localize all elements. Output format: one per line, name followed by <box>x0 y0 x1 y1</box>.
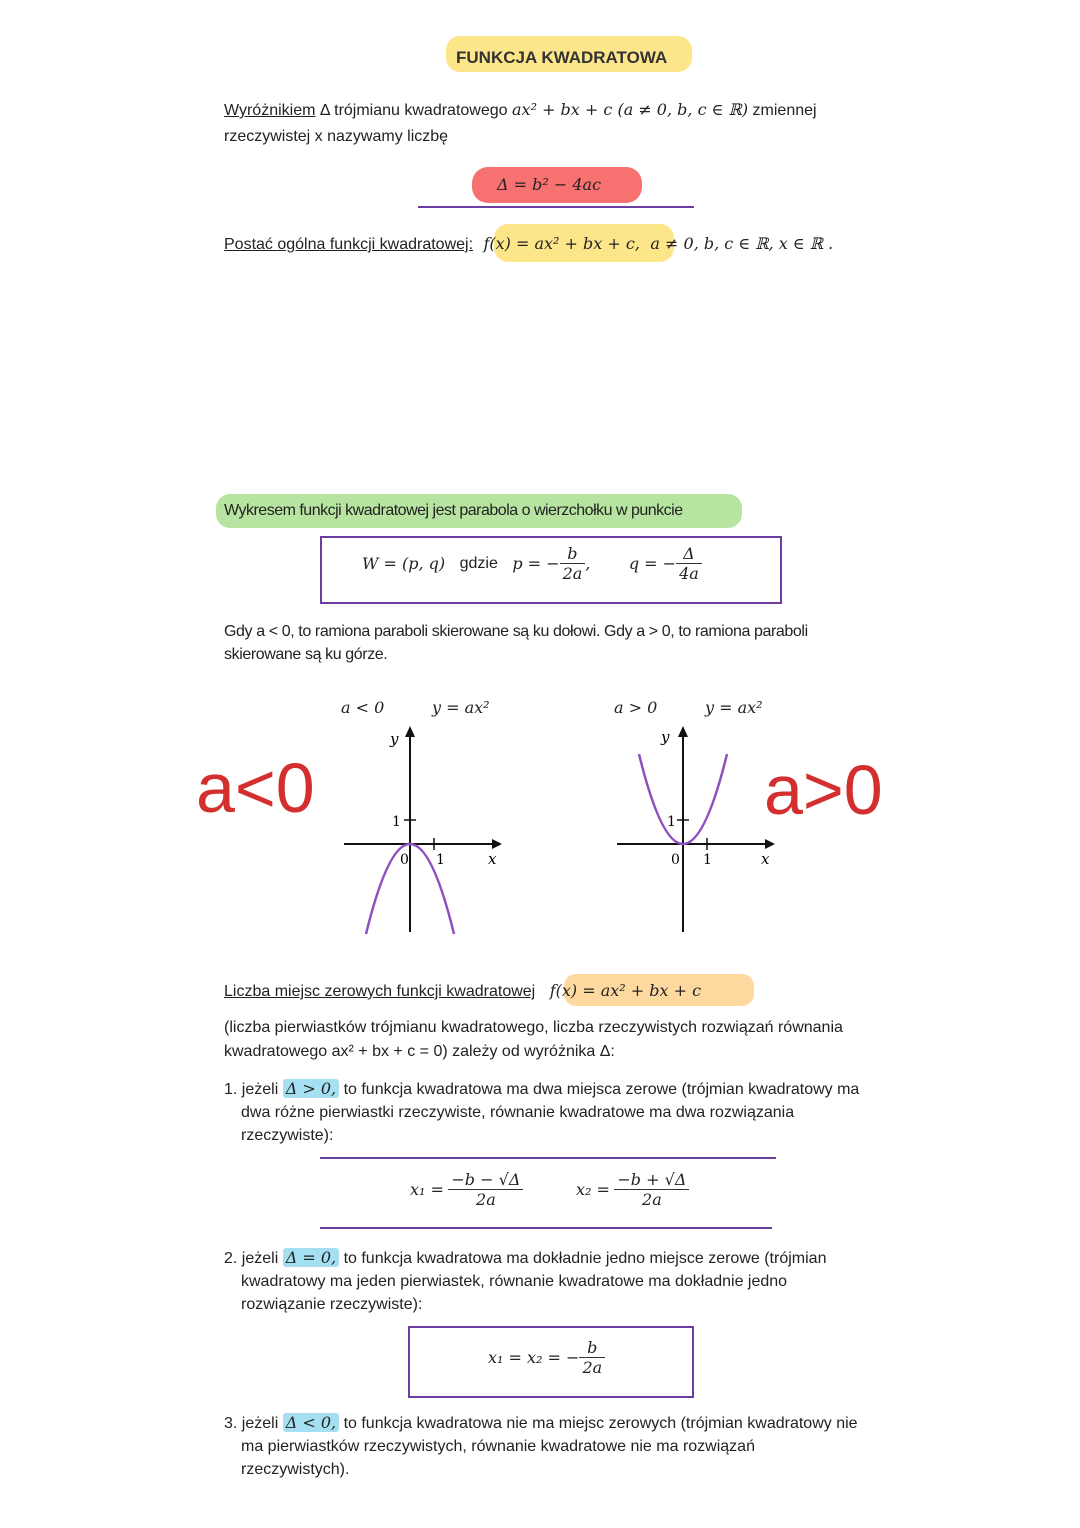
case2-line2: kwadratowy ma jeden pierwiastek, równanie kwadratowe ma dokładnie jedno <box>241 1273 788 1290</box>
direction-text <box>224 620 808 666</box>
case1-line3: rzeczywiste): <box>241 1127 334 1144</box>
vertex-q-lhs: q = − <box>628 554 677 573</box>
case1-prefix: 1. jeżeli <box>224 1081 279 1098</box>
case2-fraction <box>579 1338 605 1377</box>
right-x-label: x <box>761 850 770 868</box>
delta-formula: Δ = b² − 4ac <box>497 175 602 194</box>
case2-lhs: x₁ = x₂ = − <box>488 1348 580 1367</box>
right-one-x: 1 <box>703 852 712 868</box>
right-x-arrow <box>765 839 775 849</box>
case2-cond: Δ = 0, <box>283 1248 339 1267</box>
vertex-gdzie: gdzie <box>459 554 498 572</box>
zeros-formula: f(x) = ax² + bx + c <box>549 981 702 1000</box>
case2-den: 2a <box>582 1358 603 1377</box>
case2-line3: rozwiązanie rzeczywiste): <box>241 1296 423 1313</box>
vertex-formula: W = (p, q) gdzie p = − $\frac{b}{2a}$ , q = − $\frac{\Delta}{4a}$ <box>362 544 702 583</box>
vertex-q-num: Δ <box>676 544 702 564</box>
case3-text <box>224 1411 924 1481</box>
case1-x2-fraction <box>614 1170 689 1209</box>
vertex-q-fraction <box>676 544 702 583</box>
case1-x1-den: 2a <box>476 1190 496 1209</box>
general-form-conditions: a ≠ 0, b, c ∈ ℝ, x ∈ ℝ . <box>650 234 834 253</box>
right-y-arrow <box>678 726 688 737</box>
case2-num: b <box>579 1338 605 1358</box>
right-y-label: y <box>661 728 670 746</box>
vertex-w: W = (p, q) <box>362 554 446 573</box>
left-big-label: a<0 <box>196 749 315 827</box>
case1-x2-num: −b + √Δ <box>614 1170 689 1190</box>
case1-x2-lhs: x₂ = <box>576 1180 610 1199</box>
vertex-intro: Wykresem funkcji kwadratowej jest parabola o wierzchołku w punkcie <box>224 502 683 519</box>
definition-text1: Δ trójmianu kwadratowego <box>319 102 508 119</box>
right-zero: 0 <box>671 852 680 868</box>
definition-term: Wyróżnikiem <box>224 102 316 119</box>
direction-text-line2: skierowane są ku górze. <box>224 646 388 663</box>
vertex-p-fraction <box>560 544 586 583</box>
definition-text2: zmiennej <box>752 102 817 119</box>
delta-underline <box>418 206 694 208</box>
case1-x1-fraction <box>448 1170 523 1209</box>
right-graph-cond: a > 0 <box>614 698 658 717</box>
case1-line2: dwa różne pierwiastki rzeczywiste, równanie kwadratowe ma dwa rozwiązania <box>241 1104 795 1121</box>
direction-text-line1: Gdy a < 0, to ramiona paraboli skierowane są ku dołowi. Gdy a > 0, to ramiona paraboli <box>224 623 808 640</box>
general-form-formula: f(x) = ax² + bx + c, <box>483 234 640 253</box>
left-zero: 0 <box>400 852 409 868</box>
left-one-y: 1 <box>392 814 401 830</box>
case1-text <box>224 1077 924 1147</box>
left-graph <box>330 720 520 940</box>
case3-line3: rzeczywistych). <box>241 1461 350 1478</box>
zeros-paren <box>224 1016 843 1064</box>
zeros-label: Liczba miejsc zerowych funkcji kwadratowej <box>224 983 536 1000</box>
definition-expr: ax² + bx + c (a ≠ 0, b, c ∈ ℝ) <box>512 100 749 119</box>
case1-x2-den: 2a <box>642 1190 662 1209</box>
right-graph <box>605 720 795 940</box>
zeros-paren-line1: (liczba pierwiastków trójmianu kwadratowego, liczba rzeczywistych rozwiązań równania <box>224 1019 843 1036</box>
left-x-label: x <box>488 850 497 868</box>
left-y-label: y <box>390 730 399 748</box>
case1-cond: Δ > 0, <box>283 1079 339 1098</box>
case1-x1-lhs: x₁ = <box>410 1180 444 1199</box>
vertex-p-lhs: p = − <box>512 554 560 573</box>
case3-line2: ma pierwiastków rzeczywistych, równanie kwadratowe nie ma rozwiązań <box>241 1438 755 1455</box>
right-graph-eq: y = ax² <box>705 698 763 717</box>
case3-prefix: 3. jeżeli <box>224 1415 279 1432</box>
case1-line1: to funkcja kwadratowa ma dwa miejsca zerowe (trójmian kwadratowy ma <box>343 1081 860 1098</box>
case2-formula <box>488 1338 605 1377</box>
zeros-heading <box>224 981 701 1001</box>
case1-x1-num: −b − √Δ <box>448 1170 523 1190</box>
left-one-x: 1 <box>436 852 445 868</box>
case3-line1: to funkcja kwadratowa nie ma miejsc zerowych (trójmian kwadratowy nie <box>343 1415 858 1432</box>
case1-x2 <box>576 1170 689 1209</box>
case1-top-line <box>320 1157 776 1159</box>
left-y-arrow <box>405 726 415 737</box>
definition <box>224 97 944 150</box>
vertex-q-den: 4a <box>679 564 699 583</box>
case2-prefix: 2. jeżeli <box>224 1250 279 1267</box>
left-x-arrow <box>492 839 502 849</box>
right-big-label: a>0 <box>764 751 883 829</box>
left-graph-cond: a < 0 <box>341 698 385 717</box>
case3-cond: Δ < 0, <box>283 1413 339 1432</box>
case2-text <box>224 1246 924 1316</box>
case1-x1 <box>410 1170 523 1209</box>
page-title: FUNKCJA KWADRATOWA <box>456 48 668 67</box>
definition-line2: rzeczywistej x nazywamy liczbę <box>224 128 449 145</box>
right-one-y: 1 <box>667 814 676 830</box>
left-graph-eq: y = ax² <box>432 698 490 717</box>
case2-line1: to funkcja kwadratowa ma dokładnie jedno miejsce zerowe (trójmian <box>343 1250 827 1267</box>
general-form-label: Postać ogólna funkcji kwadratowej: <box>224 236 474 253</box>
zeros-paren-line2: kwadratowego ax² + bx + c = 0) zależy od wyróżnika Δ: <box>224 1043 615 1060</box>
case1-bottom-line <box>320 1227 772 1229</box>
general-form <box>224 234 833 254</box>
vertex-p-num: b <box>560 544 586 564</box>
vertex-p-den: 2a <box>562 564 583 583</box>
